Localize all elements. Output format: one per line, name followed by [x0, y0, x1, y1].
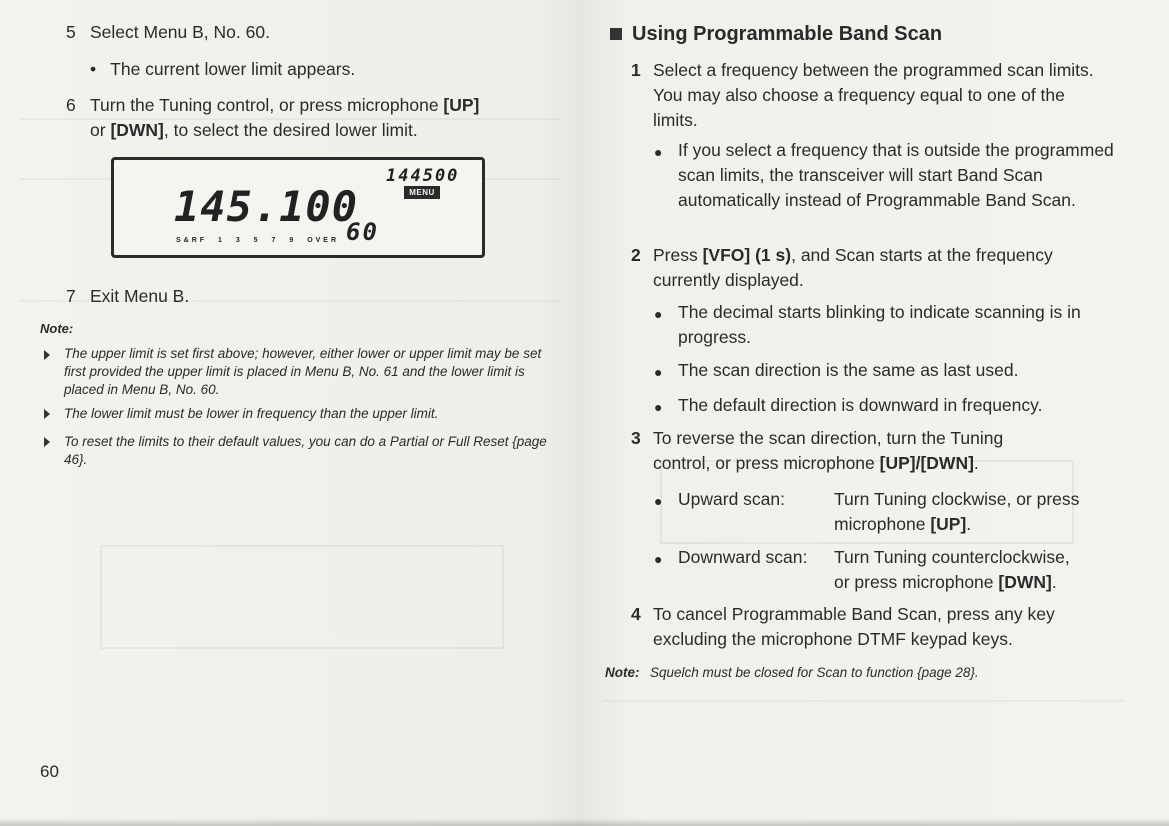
up-key: [UP] [930, 514, 967, 534]
step-number: 3 [631, 428, 641, 448]
note-arrow-icon [44, 437, 50, 447]
page-number: 60 [40, 762, 59, 781]
lcd-menu-number: 60 [346, 218, 379, 246]
bullet-dot-icon: ● [654, 551, 663, 567]
step-2-bullet-1: ● The decimal starts blinking to indicate scanning is in progress. [654, 302, 1081, 347]
step-text: Select Menu B, No. 60. [90, 22, 270, 42]
step-number: 4 [631, 604, 641, 624]
step-2-bullet-2: ● The scan direction is the same as last used. [652, 358, 1132, 383]
step-number: 2 [631, 245, 641, 265]
upward-scan-item: ● Upward scan: Turn Tuning clockwise, or press microphone [UP]. [654, 489, 1080, 534]
lcd-small-frequency: 144500 [386, 166, 460, 186]
step-1: 1 Select a frequency between the programmed scan limits. You may also choose a frequency equal to one of the limits. [631, 60, 1094, 130]
lcd-menu-badge: MENU [404, 186, 440, 199]
bullet-dot-icon: ● [654, 399, 663, 415]
note-label: Note: [40, 321, 74, 336]
upward-scan-label: Upward scan: [678, 489, 785, 509]
bullet-dot-icon: ● [654, 493, 663, 509]
section-heading: Using Programmable Band Scan [632, 23, 943, 45]
step-number: 7 [66, 286, 76, 306]
note-label: Note: [605, 665, 640, 680]
step-3: 3 To reverse the scan direction, turn the Tuning control, or press microphone [UP]/[DWN]. [631, 428, 1004, 473]
lcd-display-figure [111, 157, 485, 258]
lcd-main-frequency: 145.100 [174, 182, 359, 231]
heading-square-icon [610, 28, 622, 40]
note-item-2: The lower limit must be lower in frequency than the upper limit. [64, 406, 439, 421]
downward-scan-item: ● Downward scan: Turn Tuning counterclockwise, or press microphone [DWN]. [654, 547, 1070, 592]
bullet-dot-icon: ● [654, 364, 663, 380]
note-item-3: To reset the limits to their default values, you can do a Partial or Full Reset {page 46}. [64, 434, 547, 467]
note-item-1: The upper limit is set first above; however, either lower or upper limit may be set first provided the upper limit is placed in Menu B, No. 61 and the lower limit is placed in Menu B, No. 60. [64, 346, 542, 397]
step-number: 6 [66, 95, 76, 115]
step-2: 2 Press [VFO] (1 s), and Scan starts at the frequency currently displayed. [631, 245, 1053, 290]
up-dwn-key: [UP]/[DWN] [879, 453, 974, 473]
right-note [605, 664, 1145, 682]
step-number: 1 [631, 60, 641, 80]
step-5-bullet: • The current lower limit appears. [90, 59, 356, 79]
step-2-bullet-3: ● The default direction is downward in frequency. [652, 393, 1132, 418]
step-1-bullet: ● If you select a frequency that is outside the programmed scan limits, the transceiver will start Band Scan automatically instead of Programmable Band Scan. [654, 140, 1114, 210]
step-4: 4 To cancel Programmable Band Scan, press any key excluding the microphone DTMF keypad keys. [631, 604, 1055, 649]
lcd-s-meter-scale: S&RF 1 3 5 7 9 OVER [176, 237, 340, 244]
dwn-key: [DWN] [110, 120, 164, 140]
note-text: Squelch must be closed for Scan to function {page 28}. [649, 665, 979, 680]
downward-scan-label: Downward scan: [678, 547, 808, 567]
step-7: 7 Exit Menu B. [66, 284, 189, 309]
note-arrow-icon [44, 409, 50, 419]
up-key: [UP] [443, 95, 480, 115]
step-5 [66, 20, 270, 45]
vfo-key: [VFO] (1 s) [702, 245, 792, 265]
note-arrow-icon [44, 350, 50, 360]
step-number: 5 [66, 22, 76, 42]
bullet-dot-icon: ● [654, 306, 663, 322]
step-6: 6 Turn the Tuning control, or press microphone [UP] or [DWN], to select the desired lower limit. [66, 95, 480, 140]
bullet-dot-icon: • [90, 59, 97, 79]
bullet-dot-icon: ● [654, 144, 663, 160]
dwn-key: [DWN] [998, 572, 1052, 592]
